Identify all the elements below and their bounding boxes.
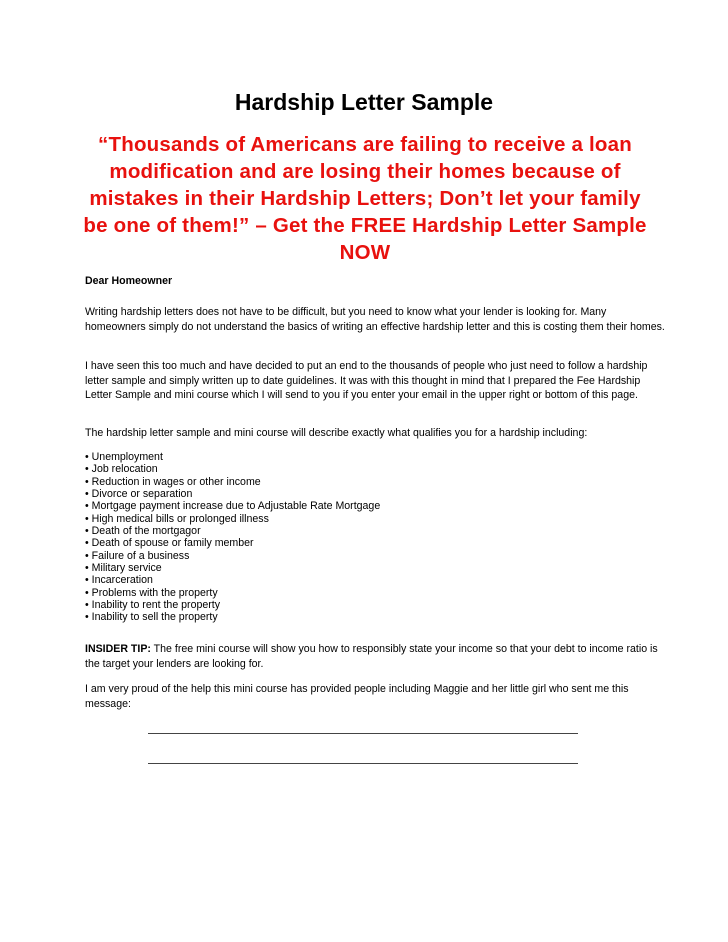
list-item: • Death of the mortgagor — [85, 525, 201, 538]
list-item: • High medical bills or prolonged illness — [85, 512, 269, 525]
list-item: • Death of spouse or family member — [85, 537, 254, 550]
list-item: • Military service — [85, 562, 162, 575]
insider-tip-label: INSIDER TIP: — [85, 643, 151, 655]
salutation: Dear Homeowner — [85, 275, 173, 287]
blank-line-1 — [148, 733, 578, 734]
offer-paragraph: I have seen this too much and have decided to put an end to the thousands of people who just need to follow a hardship letter sample and simply written up to date guidelines. It was with this thought in mind that I prepared the Fee Hardship Letter Sample and mini course which I will send to you if you enter your email in the upper right or bottom of this page. — [85, 360, 648, 402]
insider-tip-text: The free mini course will show you how to responsibly state your income so that your debt to income ratio is the target your lenders are looking for. — [85, 643, 658, 670]
list-item: • Inability to rent the property — [85, 599, 221, 612]
closing-paragraph: I am very proud of the help this mini course has provided people including Maggie and her little girl who sent me this message: — [85, 683, 629, 710]
list-item: • Reduction in wages or other income — [85, 475, 261, 488]
hardship-list — [85, 451, 665, 624]
page-title: Hardship Letter Sample — [234, 89, 494, 115]
list-item: • Unemployment — [85, 451, 163, 463]
list-item: • Divorce or separation — [85, 488, 193, 501]
list-item: • Problems with the property — [85, 586, 218, 599]
insider-tip-paragraph — [85, 642, 665, 671]
list-item: • Mortgage payment increase due to Adjustable Rate Mortgage — [85, 500, 381, 513]
blank-line-2 — [148, 763, 578, 764]
list-item: • Incarceration — [85, 574, 153, 587]
list-item: • Failure of a business — [85, 549, 190, 562]
headline-quote: “Thousands of Americans are failing to receive a loan modification and are losing their homes because of mistakes in their Hardship Letters; Don’t let your family be one of them!” – Get the FREE Hardship Letter Sample NOW — [83, 133, 647, 264]
list-item: • Job relocation — [85, 463, 158, 476]
list-item: • Inability to sell the property — [85, 611, 218, 624]
qualifications-paragraph: The hardship letter sample and mini course will describe exactly what qualifies you for a hardship including: — [85, 427, 588, 439]
intro-paragraph: Writing hardship letters does not have to be difficult, but you need to know what your lender is looking for. Many homeowners simply do not understand the basics of writing an effective hardship letter and this is costing them their homes. — [85, 306, 665, 333]
